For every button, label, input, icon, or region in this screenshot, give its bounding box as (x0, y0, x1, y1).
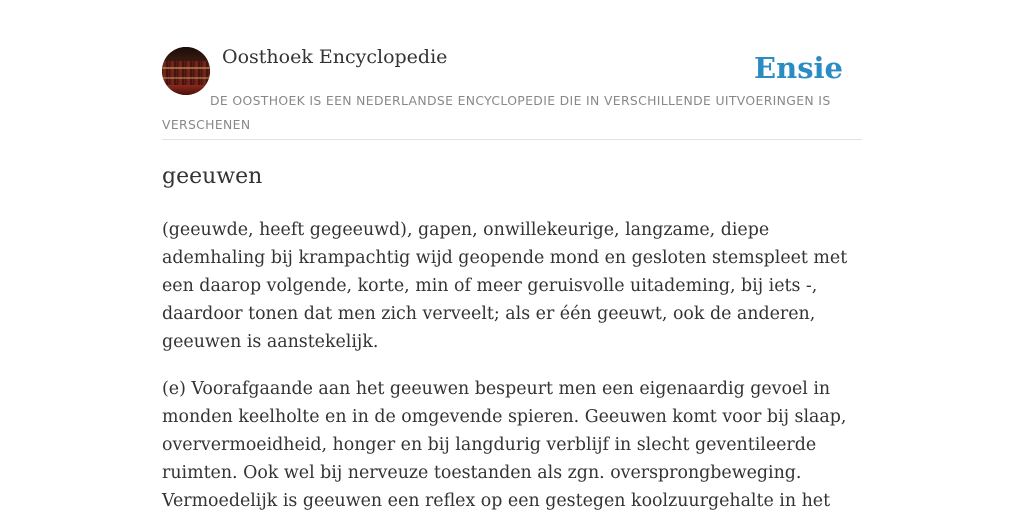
brand-logo[interactable]: Ensie (754, 51, 843, 85)
article-title: geeuwen (162, 164, 263, 189)
site-tagline: DE OOSTHOEK IS EEN NEDERLANDSE ENCYCLOPEDIE DIE IN VERSCHILLENDE UITVOERINGEN IS VERSCHENEN (162, 93, 831, 132)
header (162, 0, 862, 140)
site-title[interactable]: Oosthoek Encyclopedie (222, 46, 448, 68)
article-paragraph: (e) Voorafgaande aan het geeuwen bespeurt men een eigenaardig gevoel in monden keelholte en in de omgevende spieren. Geeuwen komt voor bij slaap, oververmoeidheid, honger en bij langdurig verblijf in slecht geventileerde ruimten. Ook wel bij nerveuze toestanden als zgn. oversprongbeweging. Vermoedelijk is geeuwen een reflex op een gestegen koolzuurgehalte in het (162, 379, 847, 511)
avatar-band (162, 77, 210, 79)
content-container (162, 0, 862, 511)
books-icon[interactable] (162, 47, 210, 95)
avatar-band (162, 67, 210, 69)
avatar-shelf-top (162, 47, 210, 61)
article-paragraph: (geeuwde, heeft gegeeuwd), gapen, onwillekeurige, langzame, diepe ademhaling bij krampachtig wijd geopende mond en gesloten stemspleet met een daarop volgende, korte, min of meer geruisvolle uitademing, bij iets -, daardoor tonen dat men zich verveelt; als er één geeuwt, ook de anderen, geeuwen is aanstekelijk. (162, 220, 848, 352)
